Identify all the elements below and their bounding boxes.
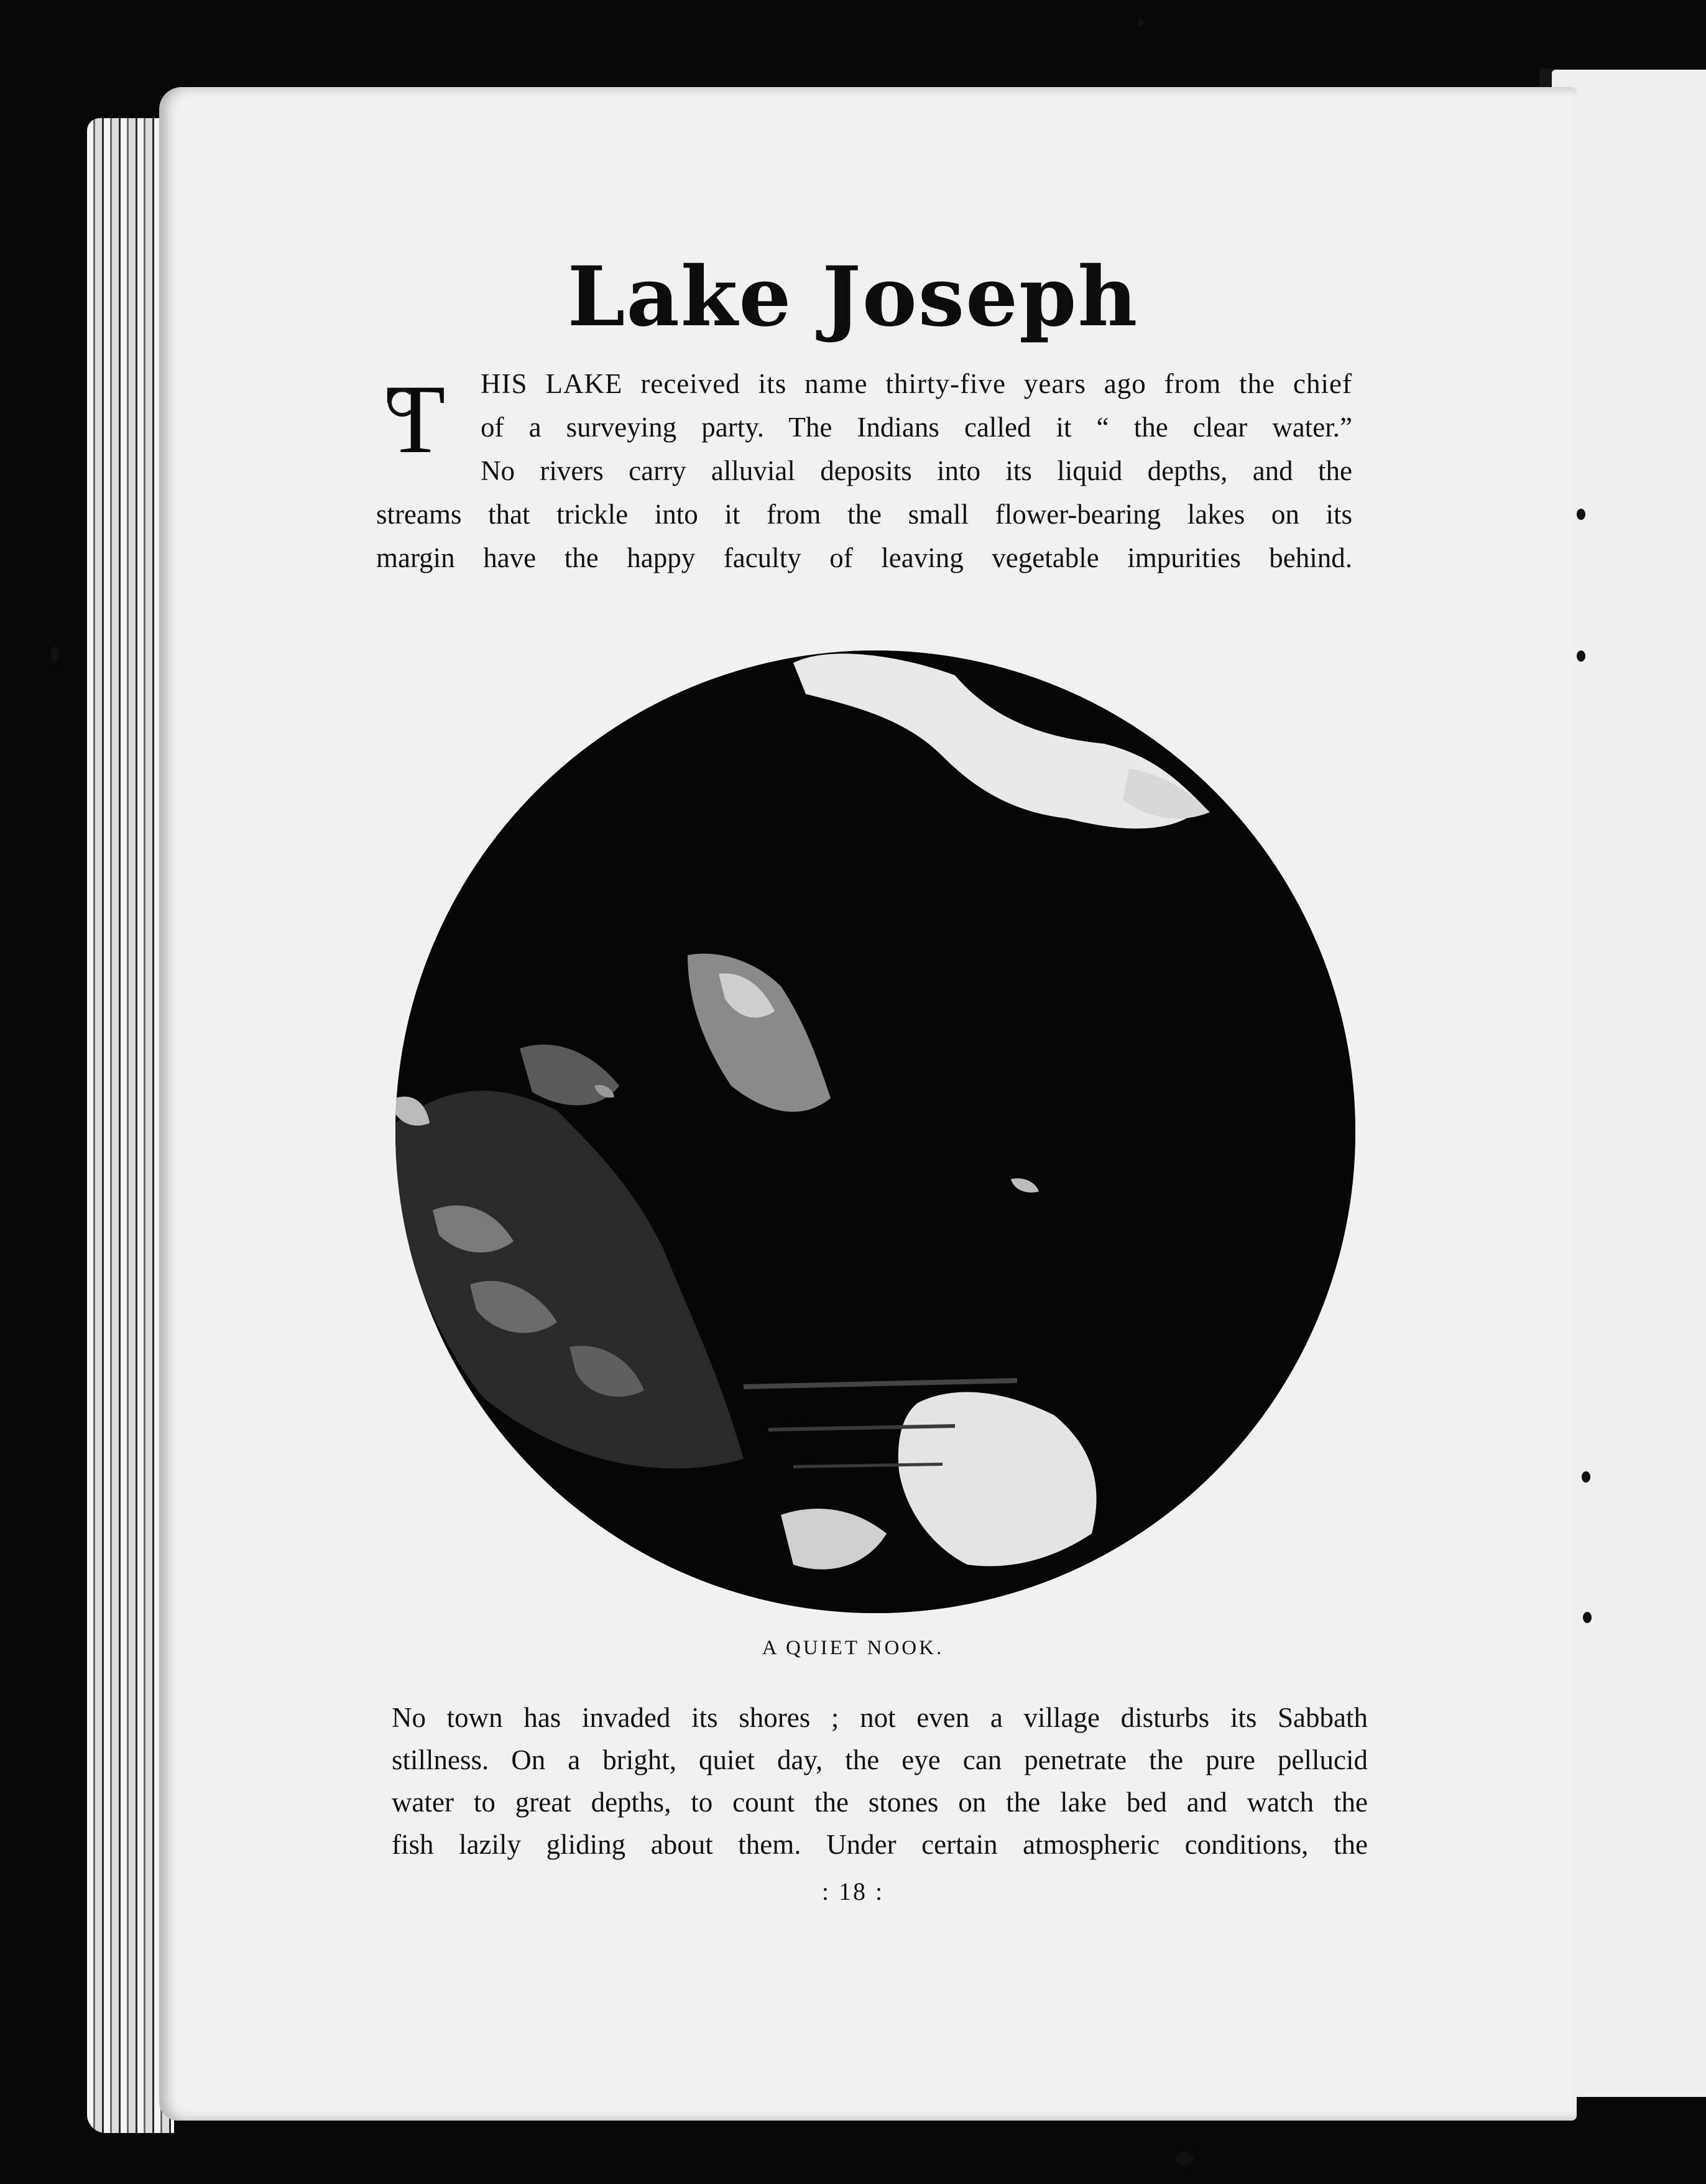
drop-cap: T bbox=[385, 365, 446, 474]
photo-caption: A QUIET NOOK. bbox=[762, 1637, 944, 1659]
page-number: : 18 : bbox=[821, 1877, 885, 1905]
body-paragraph bbox=[392, 1696, 1368, 1866]
page-title: Lake Joseph bbox=[567, 249, 1139, 345]
body-line: stillness. On a bright, quiet day, the eye can penetrate the pure pellucid bbox=[392, 1744, 1368, 1775]
intro-line: No rivers carry alluvial deposits into its liquid depths, and the bbox=[481, 455, 1352, 486]
intro-line: HIS LAKE received its name thirty-five years ago from the chief bbox=[481, 368, 1352, 399]
binding-stitch bbox=[1577, 650, 1585, 662]
intro-line: streams that trickle into it from the small flower-bearing lakes on its bbox=[376, 499, 1352, 530]
binding-stitch bbox=[1577, 509, 1585, 520]
binding-stitch bbox=[1582, 1471, 1590, 1483]
body-line: water to great depths, to count the stones on the lake bed and watch the bbox=[392, 1787, 1368, 1818]
binding-stitch bbox=[1583, 1612, 1592, 1623]
intro-paragraph bbox=[376, 362, 1352, 580]
body-line: No town has invaded its shores ; not even a village disturbs its Sabbath bbox=[392, 1702, 1368, 1733]
intro-line: of a surveying party. The Indians called it “ the clear water.” bbox=[481, 412, 1352, 443]
intro-line: margin have the happy faculty of leaving vegetable impurities behind. bbox=[376, 542, 1352, 573]
circular-photograph bbox=[395, 650, 1355, 1613]
scan-speck bbox=[1138, 19, 1144, 26]
scan-speck bbox=[51, 647, 58, 663]
body-line: fish lazily gliding about them. Under certain atmospheric conditions, the bbox=[392, 1829, 1368, 1860]
scan-speck bbox=[1175, 2152, 1194, 2165]
